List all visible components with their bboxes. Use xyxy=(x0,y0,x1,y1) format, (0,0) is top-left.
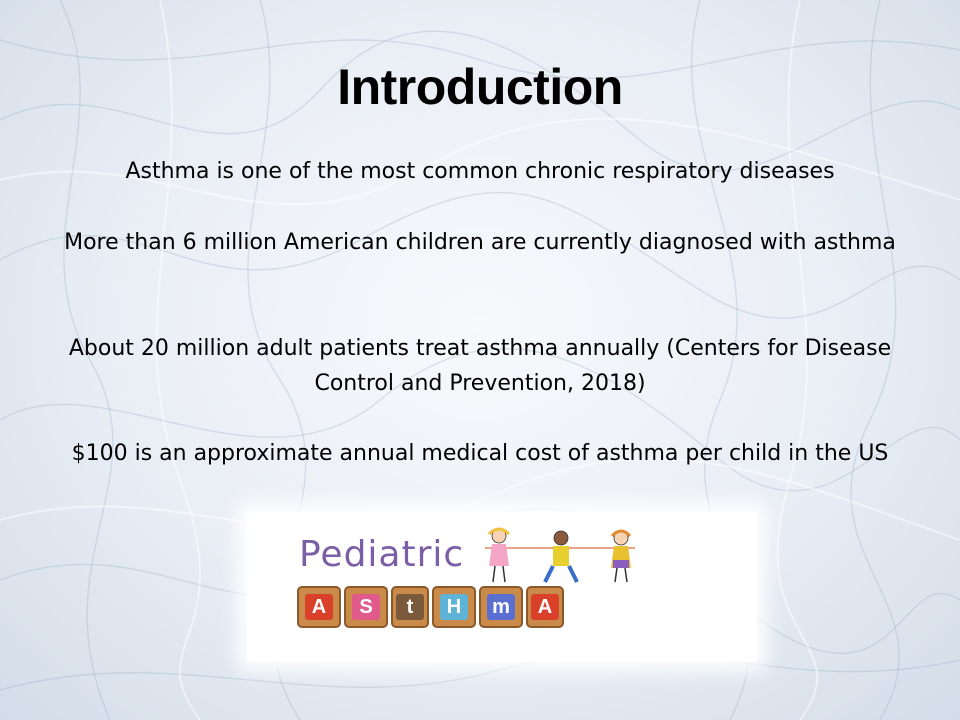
letter-block xyxy=(526,586,564,628)
logo-word: Pediatric xyxy=(299,534,465,575)
block-letter: t xyxy=(396,594,424,620)
pediatric-asthma-logo xyxy=(247,512,757,662)
letter-block xyxy=(391,586,429,628)
block-letter: H xyxy=(440,594,468,620)
letter-block xyxy=(344,586,388,628)
paragraph-adult-patients: About 20 million adult patients treat asthma annually (Centers for Disease Control and Prevention, 2018) xyxy=(68,336,892,396)
letter-block xyxy=(297,586,341,628)
block-letter: A xyxy=(531,594,559,620)
children-holding-hands-icon xyxy=(475,526,645,588)
letter-block xyxy=(479,586,523,628)
paragraph-children-diagnosed: More than 6 million American children are currently diagnosed with asthma xyxy=(64,230,896,255)
letter-blocks xyxy=(297,586,567,634)
block-letter: S xyxy=(352,594,380,620)
paragraph-annual-cost: $100 is an approximate annual medical cost of asthma per child in the US xyxy=(71,441,889,466)
letter-block xyxy=(432,586,476,628)
block-letter: m xyxy=(487,594,515,620)
paragraph-common-disease: Asthma is one of the most common chronic respiratory diseases xyxy=(125,159,835,184)
slide-title: Introduction xyxy=(337,59,623,115)
block-letter: A xyxy=(305,594,333,620)
